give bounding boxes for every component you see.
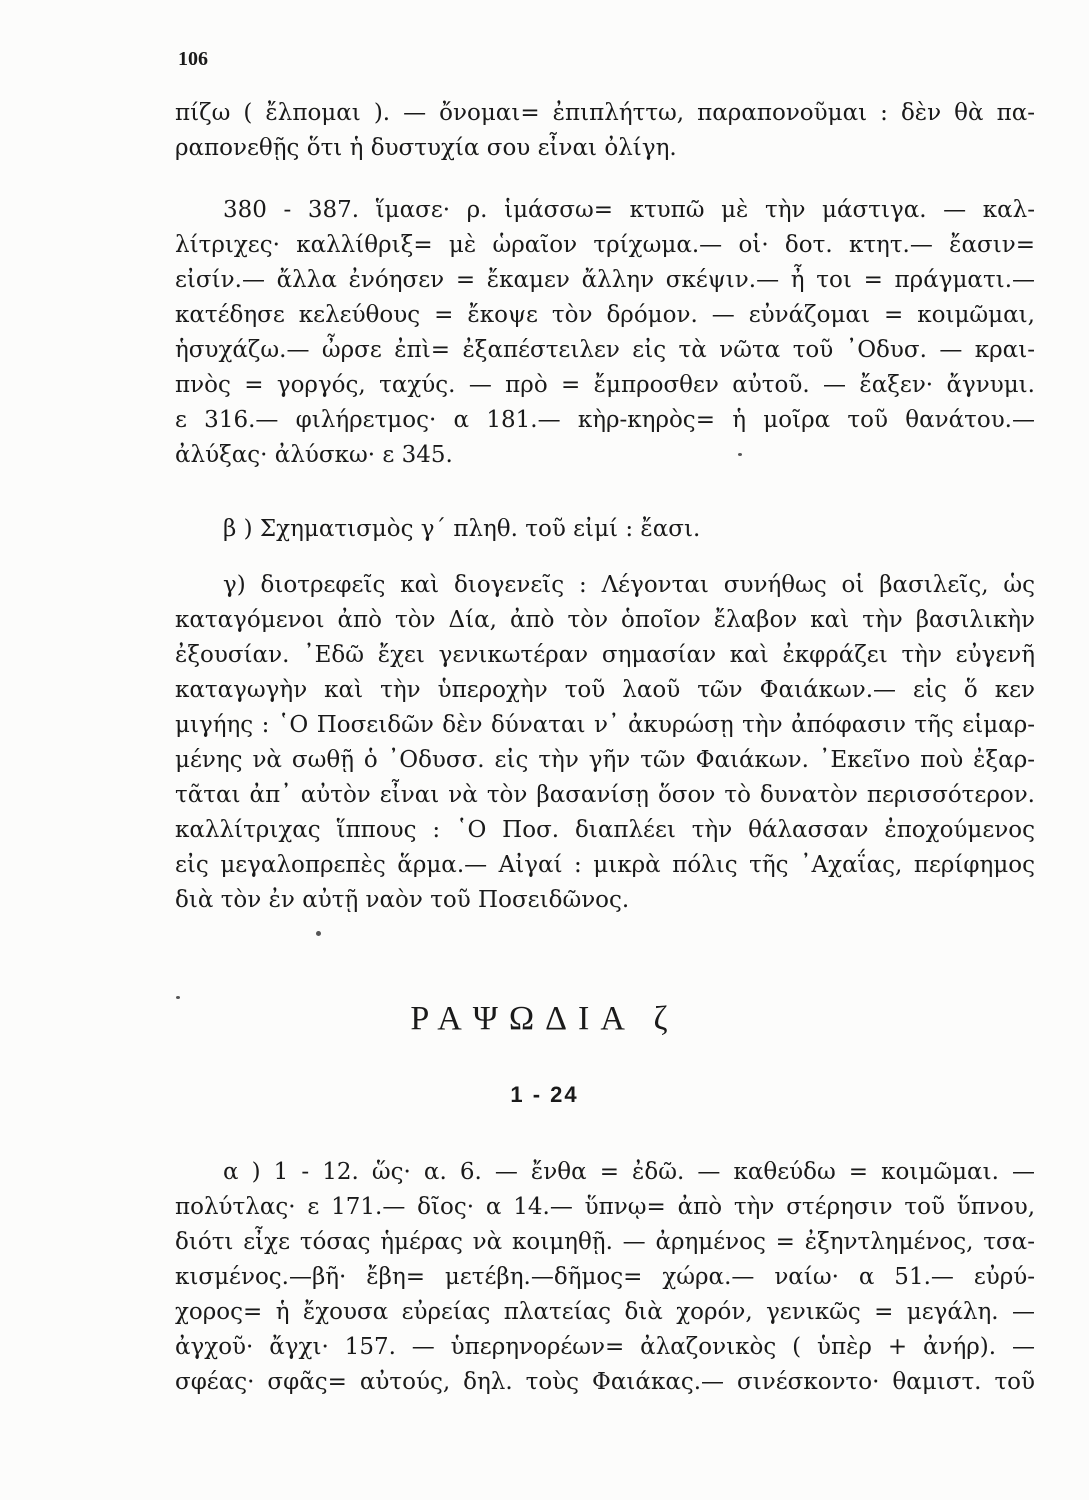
text-line: καλλίτριχας ἵππους : ῾Ο Ποσ. διαπλέει τὴν θάλασσαν ἐποχούμενος — [175, 817, 1035, 843]
ink-speck — [738, 453, 742, 456]
text-line: β ) Σχηματισμὸς γ΄ πληθ. τοῦ εἰμί : ἔασι. — [223, 516, 701, 542]
text-line: μένης νὰ σωθῇ ὁ ᾿Οδυσσ. εἰς τὴν γῆν τῶν Φαιάκων. ᾿Εκεῖνο ποὺ ἐξαρ- — [175, 747, 1035, 773]
text-line: διὰ τὸν ἐν αὐτῇ ναὸν τοῦ Ποσειδῶνος. — [175, 887, 630, 913]
text-line: σφέας· σφᾶς= αὐτούς, δηλ. τοὺς Φαιάκας.— σινέσκοντο· θαμιστ. τοῦ — [175, 1369, 1035, 1395]
text-line: ἡσυχάζω.— ὦρσε ἐπὶ= ἐξαπέστειλεν εἰς τὰ νῶτα τοῦ ᾿Οδυσ. — κραι- — [175, 337, 1035, 363]
text-line: ἀγχοῦ· ἄγχι· 157. — ὑπερηνορέων= ἀλαζονικὸς ( ὑπὲρ + ἀνήρ). — — [175, 1334, 1035, 1360]
page-number: 106 — [178, 48, 208, 70]
text-line: διότι εἶχε τόσας ἡμέρας νὰ κοιμηθῇ. — ἀρημένος = ἐξηντλημένος, τσα- — [175, 1229, 1035, 1255]
text-line: μιγήης : ῾Ο Ποσειδῶν δὲν δύναται ν᾿ ἀκυρώσῃ τὴν ἀπόφασιν τῆς εἱμαρ- — [175, 712, 1035, 738]
text-line: χορος= ἡ ἔχουσα εὐρείας πλατείας διὰ χορόν, γενικῶς = μεγάλη. — — [175, 1299, 1035, 1325]
text-line: ε 316.— φιλήρετμος· α 181.— κὴρ-κηρὸς= ἡ μοῖρα τοῦ θανάτου.— — [175, 407, 1035, 433]
text-line: κισμένος.—βῆ· ἔβη= μετέβη.—δῆμος= χώρα.— ναίω· α 51.— εὐρύ- — [175, 1264, 1035, 1290]
text-line: ἐξουσίαν. ᾿Εδῶ ἔχει γενικωτέραν σημασίαν καὶ ἐκφράζει τὴν εὐγενῆ — [175, 642, 1035, 668]
text-line: πίζω ( ἔλπομαι ). — ὄνομαι= ἐπιπλήττω, παραπονοῦμαι : δὲν θὰ πα- — [175, 100, 1035, 126]
text-line: εἰς μεγαλοπρεπὲς ἅρμα.— Αἰγαί : μικρὰ πόλις τῆς ᾿Αχαΐας, περίφημος — [175, 852, 1035, 878]
text-line: καταγωγὴν καὶ τὴν ὑπεροχὴν τοῦ λαοῦ τῶν Φαιάκων.— εἰς ὅ κεν — [175, 677, 1035, 703]
text-line: ραπονεθῇς ὅτι ἡ δυστυχία σου εἶναι ὀλίγη. — [175, 135, 677, 161]
text-line: τᾶται ἀπ᾿ αὐτὸν εἶναι νὰ τὸν βασανίσῃ ὅσον τὸ δυνατὸν περισσότερον. — [175, 782, 1035, 808]
text-line: α ) 1 - 12. ὥς· α. 6. — ἔνθα = ἐδῶ. — καθεύδω = κοιμῶμαι. — — [223, 1159, 1035, 1185]
text-line: πνὸς = γοργός, ταχύς. — πρὸ = ἔμπροσθεν αὐτοῦ. — ἔαξεν· ἄγνυμι. — [175, 372, 1035, 398]
text-line: ἀλύξας· ἀλύσκω· ε 345. — [175, 442, 453, 468]
paragraph-380-387 — [175, 193, 1035, 473]
ink-speck — [316, 931, 321, 936]
text-line: εἰσίν.— ἄλλα ἐνόησεν = ἔκαμεν ἄλλην σκέψιν.— ἦ τοι = πράγματι.— — [175, 267, 1035, 293]
paragraph-intro — [175, 96, 1035, 166]
text-line: 380 - 387. ἵμασε· ρ. ἱμάσσω= κτυπῶ μὲ τὴν μάστιγα. — καλ- — [223, 197, 1035, 223]
chapter-range: 1 - 24 — [510, 1082, 579, 1107]
ink-speck — [176, 996, 180, 999]
text-line: καταγόμενοι ἀπὸ τὸν Δία, ἀπὸ τὸν ὁποῖον ἔλαβον καὶ τὴν βασιλικὴν — [175, 607, 1035, 633]
text-line: κατέδησε κελεύθους = ἔκοψε τὸν δρόμον. — εὐνάζομαι = κοιμῶμαι, — [175, 302, 1035, 328]
text-line: πολύτλας· ε 171.— δῖος· α 14.— ὕπνῳ= ἀπὸ τὴν στέρησιν τοῦ ὕπνου, — [175, 1194, 1035, 1220]
paragraph-alpha — [175, 1155, 1035, 1400]
paragraph-beta — [175, 512, 1035, 547]
text-line: γ) διοτρεφεῖς καὶ διογενεῖς : Λέγονται συνήθως οἱ βασιλεῖς, ὡς — [223, 572, 1035, 598]
chapter-title: ΡΑΨΩΔΙΑ ζ — [410, 1000, 679, 1037]
paragraph-gamma — [175, 568, 1035, 918]
text-line: λίτριχες· καλλίθριξ= μὲ ὡραῖον τρίχωμα.— οἱ· δοτ. κτητ.— ἔασιν= — [175, 232, 1035, 258]
